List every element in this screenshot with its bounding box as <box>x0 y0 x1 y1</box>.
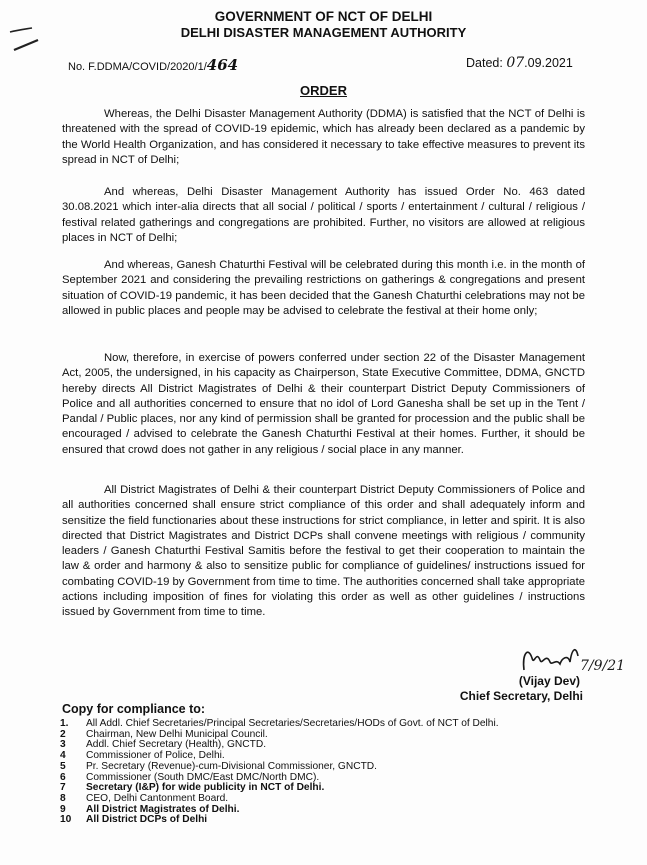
list-item: 8 CEO, Delhi Cantonment Board. <box>60 792 229 804</box>
copy-list-title: Copy for compliance to: <box>62 702 206 716</box>
order-number-prefix: No. F.DDMA/COVID/2020/1/ <box>68 61 207 73</box>
list-item: 4 Commissioner of Police, Delhi. <box>60 750 225 762</box>
paragraph-text: Whereas, the Delhi Disaster Management Authority (DDMA) is satisfied that the NCT of Delhi is threatened with the spread of COVID-19 epidemic, which has already been declared as a pandemic by the World Health Organization, and has considered it necessary to take effective measures to prevent its spread in NCT of Delhi; <box>62 108 585 166</box>
list-item: 6 Commissioner (South DMC/East DMC/North DMC). <box>60 771 320 783</box>
order-number-handwritten: 464 <box>206 56 239 74</box>
paragraph-compliance <box>62 483 585 621</box>
date-label: Dated: <box>466 56 503 70</box>
government-heading: GOVERNMENT OF NCT OF DELHI <box>214 9 433 24</box>
list-item: 2 Chairman, New Delhi Municipal Council. <box>60 728 268 740</box>
order-number <box>68 56 238 74</box>
list-item: 5 Pr. Secretary (Revenue)-cum-Divisional Commissioner, GNCTD. <box>60 760 377 772</box>
paragraph-order-463 <box>62 185 585 246</box>
paragraph-text: All District Magistrates of Delhi & their counterpart District Deputy Commissioners of Police and all authorities concerned shall ensure strict compliance of this order and shall adequately inform and sensitize the field functionaries about these instructions for strict compliance, in letter and spirit. It is also directed that District Magistrates and District DCPs shall convene meetings with religious / community leaders / Ganesh Chaturthi Festival Samitis before the festival to get their cooperation to maintain the law & order and harmony & also to sensitize public for compliance of guidelines/ instructions issued for combating COVID-19 by Government from time to time. The authorities concerned shall take appropriate actions including imposition of fines for violating this order as well as other guidelines / instructions issued by Government from time to time. <box>62 484 585 619</box>
date-day-handwritten: 07 <box>506 55 525 71</box>
signatory-name: (Vijay Dev) <box>518 674 580 688</box>
list-item: 9 All District Magistrates of Delhi. <box>60 803 240 815</box>
paragraph-text: And whereas, Delhi Disaster Management Authority has issued Order No. 463 dated 30.08.2021 which inter-alia directs that all social / political / sports / entertainment / cultural / religious / festival related gatherings and congregations are prohibited. Further, no visitors are allowed at religious places in NCT of Delhi; <box>62 186 585 244</box>
signatory-designation: Chief Secretary, Delhi <box>459 689 583 703</box>
order-title: ORDER <box>300 83 347 98</box>
date-rest: .09.2021 <box>524 56 573 70</box>
list-item: 3 Addl. Chief Secretary (Health), GNCTD. <box>60 739 267 751</box>
paragraph-text: Now, therefore, in exercise of powers conferred under section 22 of the Disaster Management Act, 2005, the undersigned, in his capacity as Chairperson, State Executive Committee, DDMA, GNCTD hereby directs All District Magistrates of Delhi & their counterpart District Deputy Commissioners of Police and all authorities concerned to ensure that no idol of Lord Ganesha shall be set up in the Tent / Pandal / Public places, nor any kind of permission shall be granted for procession and the public shall be encouraged / advised to celebrate the Ganesh Chaturthi Festival at their homes. Further, it should be ensured that crowd does not gather in any religious / social place in any manner. <box>62 352 585 456</box>
authority-heading: DELHI DISASTER MANAGEMENT AUTHORITY <box>180 25 467 40</box>
paragraph-text: And whereas, Ganesh Chaturthi Festival will be celebrated during this month i.e. in the month of September 2021 and considering the prevailing restrictions on gatherings & congregations and present situation of COVID-19 pandemic, it has been decided that the Ganesh Chaturthi celebrations may not be allowed in public places and people may be advised to celebrate the festival at their home only; <box>62 259 585 317</box>
list-item: 1. All Addl. Chief Secretaries/Principal Secretaries/Secretaries/HODs of Govt. of NCT of Delhi. <box>60 718 499 729</box>
paragraph-whereas <box>62 107 585 168</box>
list-item: 7 Secretary (I&P) for wide publicity in NCT of Delhi. <box>60 782 325 794</box>
signature-date-handwritten: 7/9/21 <box>580 658 626 674</box>
paragraph-ganesh-chaturthi <box>62 258 585 319</box>
list-item: 10 All District DCPs of Delhi <box>60 814 208 826</box>
order-date <box>466 55 573 71</box>
copy-recipient-list <box>60 719 540 826</box>
paragraph-directive <box>62 351 585 458</box>
